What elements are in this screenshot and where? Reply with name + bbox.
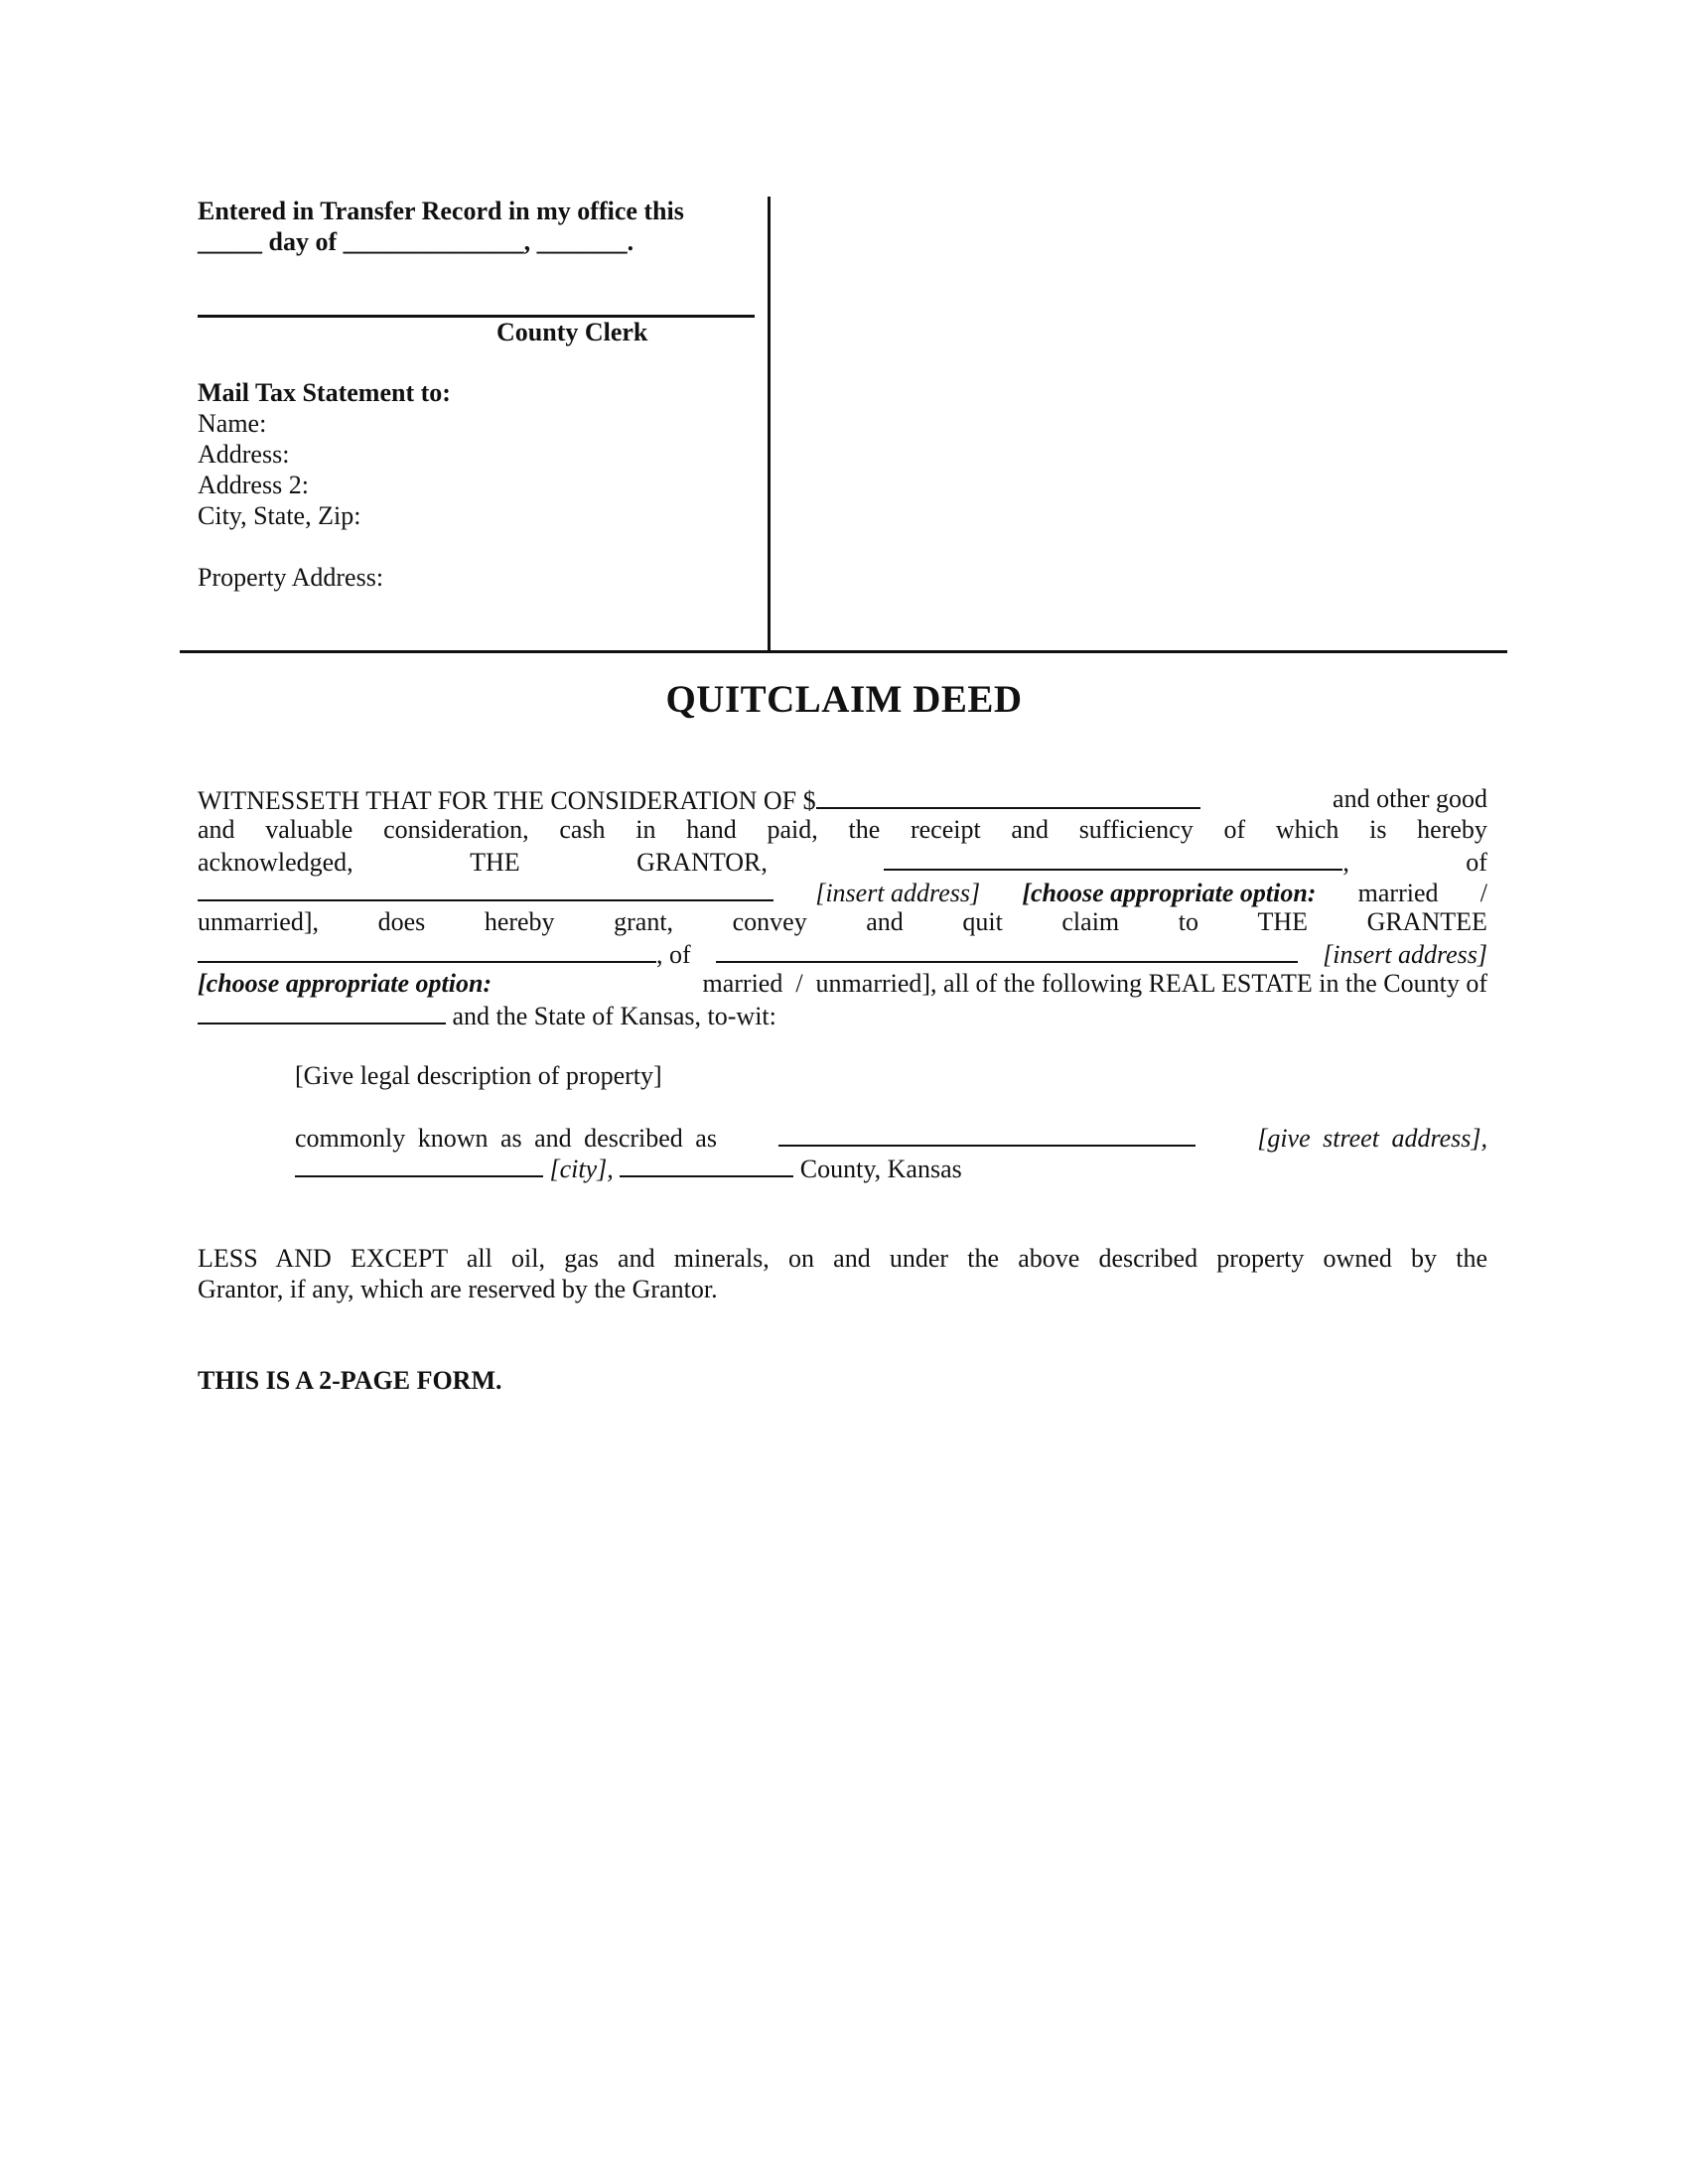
word: and (866, 907, 904, 936)
grantee-name-blank (198, 937, 656, 963)
consideration-label: WITNESSETH THAT FOR THE CONSIDERATION OF $ (198, 786, 816, 815)
word: of (1223, 815, 1246, 844)
word: which (1275, 815, 1339, 844)
date-period: . (627, 227, 634, 256)
header-rule (180, 650, 1507, 653)
month-blank: ______________ (343, 227, 524, 256)
comma: , (1342, 848, 1349, 877)
word: the (848, 815, 881, 844)
choose-option-hint: [choose appropriate option: (198, 969, 492, 998)
body-line-7 (198, 968, 1487, 999)
word: to (1178, 907, 1198, 936)
commonly-known-line (295, 1121, 1487, 1154)
date-comma: , (523, 227, 531, 256)
day-blank: _____ (198, 227, 262, 256)
consideration-blank (816, 783, 1200, 809)
word: hand (686, 815, 737, 844)
body-line-6 (198, 937, 1487, 970)
body-line-3 (198, 845, 1487, 878)
word: of (1466, 848, 1487, 877)
body-line-8 (198, 999, 776, 1031)
year-blank: _______ (536, 227, 628, 256)
transfer-record-date-line (198, 227, 633, 257)
word: convey (732, 907, 807, 936)
grantor-address-blank (198, 876, 774, 901)
county-blank (198, 999, 446, 1024)
word: unmarried], (198, 907, 320, 936)
word: claim (1061, 907, 1120, 936)
clerk-signature-line (198, 315, 755, 318)
street-address-blank (778, 1121, 1196, 1147)
word: valuable (265, 815, 353, 844)
day-of-label: day of (268, 227, 338, 256)
real-estate-text: married / unmarried], all of the following REAL ESTATE in the County of (702, 969, 1487, 998)
city-hint: [city], (549, 1155, 614, 1183)
word: and (198, 815, 235, 844)
word: is (1369, 815, 1387, 844)
state-kansas-text: and the State of Kansas, to-wit: (452, 1002, 776, 1030)
less-except-line-1: LESS AND EXCEPT all oil, gas and minerals, on and under the above described property owned by the (198, 1244, 1487, 1273)
grantee-label: GRANTEE (1366, 907, 1487, 936)
mail-address2-field: Address 2: (198, 471, 309, 499)
choose-option-hint: [choose appropriate option: (1022, 879, 1317, 907)
less-except-line-2: Grantor, if any, which are reserved by the Grantor. (198, 1275, 718, 1303)
grantor-name-blank (884, 845, 1342, 871)
county-clerk-label: County Clerk (496, 318, 648, 346)
body-line-5 (198, 906, 1487, 937)
transfer-record-line: Entered in Transfer Record in my office this (198, 197, 684, 225)
word: grant, (614, 907, 674, 936)
mail-city-state-zip-field: City, State, Zip: (198, 501, 361, 530)
word: hereby (484, 907, 555, 936)
word: quit (962, 907, 1003, 936)
of-text: , of (656, 940, 691, 969)
other-good-text: and other good (1333, 784, 1487, 813)
word: consideration, (383, 815, 529, 844)
body-line-1 (198, 783, 1487, 816)
word: THE (470, 848, 520, 877)
word: sufficiency (1078, 815, 1194, 844)
commonly-known-text: commonly known as and described as (295, 1124, 717, 1153)
word: does (377, 907, 426, 936)
county-name-blank (620, 1152, 793, 1177)
give-street-address-hint: [give street address], (1257, 1124, 1487, 1153)
grantee-address-blank (716, 937, 1298, 963)
city-blank (295, 1152, 543, 1177)
word: paid, (767, 815, 818, 844)
legal-description-placeholder: [Give legal description of property] (295, 1061, 662, 1090)
word: in (635, 815, 656, 844)
mail-address-field: Address: (198, 440, 290, 469)
insert-address-hint: [insert address] (1323, 940, 1487, 969)
body-line-4 (198, 876, 1487, 908)
insert-address-hint: [insert address] (815, 879, 981, 907)
city-county-line (295, 1152, 962, 1184)
word: married (1357, 879, 1439, 907)
county-kansas-text: County, Kansas (799, 1155, 962, 1183)
mail-tax-heading: Mail Tax Statement to: (198, 378, 451, 407)
body-line-2 (198, 814, 1487, 845)
acknowledged-text: acknowledged, (198, 848, 353, 877)
word: hereby (1417, 815, 1487, 844)
word: receipt (910, 815, 981, 844)
word: THE (1257, 907, 1309, 936)
word: cash (559, 815, 606, 844)
record-block-divider (768, 197, 771, 653)
page-title: QUITCLAIM DEED (665, 678, 1023, 721)
property-address-field: Property Address: (198, 563, 384, 592)
word: and (1011, 815, 1049, 844)
slash: / (1479, 879, 1487, 907)
grantor-label: GRANTOR, (636, 848, 768, 877)
two-page-form-notice: THIS IS A 2-PAGE FORM. (198, 1366, 502, 1395)
mail-name-field: Name: (198, 409, 267, 438)
